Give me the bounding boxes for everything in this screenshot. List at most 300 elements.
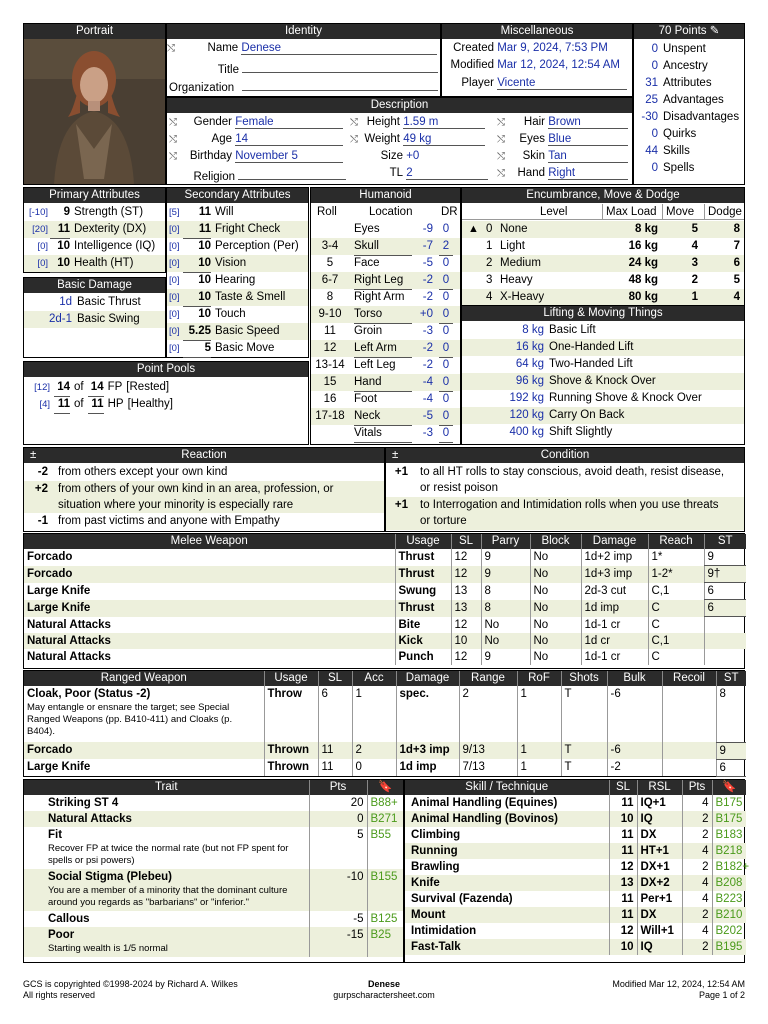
trait-reference[interactable]: B88+: [367, 795, 403, 811]
melee-weapon-row[interactable]: [24, 549, 746, 566]
points-header[interactable]: [634, 24, 744, 39]
ranged-cell: [459, 686, 517, 742]
secondary-attributes-header: Secondary Attributes: [167, 188, 308, 203]
ranged-column-header: Recoil: [662, 671, 716, 686]
melee-weapon-row[interactable]: [24, 617, 746, 633]
ranged-cell: [264, 759, 318, 776]
footer-left: [23, 979, 238, 1001]
encumbrance-header: Encumbrance, Move & Dodge: [462, 188, 744, 203]
primary-attribute-row: [24, 255, 165, 272]
melee-cell: Bite: [395, 617, 451, 633]
ranged-cell-text: Large Knife: [27, 761, 91, 773]
skill-name: Animal Handling (Bovinos): [405, 811, 609, 827]
hit-dr[interactable]: 0: [439, 221, 453, 239]
pool-state: [Rested]: [126, 381, 170, 393]
encumbrance-row[interactable]: [462, 221, 744, 238]
hit-dr[interactable]: 0: [439, 391, 453, 409]
ranged-cell: [517, 759, 561, 776]
hit-dr[interactable]: 2: [439, 238, 453, 256]
melee-cell: Swung: [395, 583, 451, 600]
dodge-header: Dodge: [704, 204, 742, 220]
hit-penalty: -3: [422, 427, 433, 439]
ranged-cell: [459, 759, 517, 776]
hit-location-row: [311, 408, 460, 425]
melee-cell: 9: [481, 566, 530, 583]
lift-weight: 8 kg: [522, 324, 544, 336]
melee-cell: Large Knife: [27, 584, 91, 597]
secondary-attribute-row: [167, 238, 308, 255]
lift-label: One-Handed Lift: [549, 341, 634, 353]
hand-field[interactable]: Right: [548, 167, 628, 180]
reaction-text: from others except your own kind: [58, 466, 228, 478]
hit-location-row: [311, 255, 460, 272]
skill-row[interactable]: [405, 843, 746, 859]
randomize-icon[interactable]: ⤭: [497, 134, 505, 145]
melee-weapon-row[interactable]: [24, 566, 746, 583]
melee-cell: Natural Attacks: [24, 633, 395, 649]
encumbrance-row[interactable]: [462, 255, 744, 272]
ranged-cell-text: Forcado: [27, 744, 73, 756]
hit-location-row: [311, 391, 460, 408]
encumbrance-level-number: 1: [486, 240, 493, 252]
points-label: Skills: [663, 145, 690, 157]
hit-dr[interactable]: 0: [439, 340, 453, 358]
encumbrance-level-name: X-Heavy: [500, 291, 545, 303]
attribute-value[interactable]: 11: [183, 221, 211, 239]
title-field[interactable]: [242, 60, 438, 73]
attribute-label: Will: [215, 206, 234, 218]
ranged-cell: [561, 759, 607, 776]
modified-label: Modified: [450, 59, 494, 71]
trait-points: 0: [309, 811, 367, 827]
trait-cell: [24, 811, 309, 827]
skill-relative-level: HT+1: [637, 843, 682, 859]
skill-relative-level: DX: [637, 907, 682, 923]
ranged-weapon-row[interactable]: [24, 686, 746, 742]
attribute-label: Fright Check: [215, 223, 281, 235]
melee-cell: No: [481, 633, 530, 649]
condition-modifier: +1: [394, 499, 408, 511]
hit-roll: 16: [323, 393, 337, 405]
ranged-cell: [396, 759, 459, 776]
hair-field[interactable]: Brown: [548, 116, 628, 129]
melee-column-header: SL: [451, 534, 481, 549]
ranged-cell: [352, 742, 396, 759]
skill-row[interactable]: [405, 939, 746, 955]
hit-location-row: [311, 238, 460, 255]
ranged-column-header: Range: [459, 671, 517, 686]
melee-cell: C,1: [648, 583, 704, 600]
encumbrance-block: [461, 187, 745, 305]
player-field[interactable]: Vicente: [497, 77, 627, 90]
ranged-cell: [716, 686, 746, 742]
identity-block: [166, 23, 441, 97]
edit-icon[interactable]: ✎: [709, 25, 720, 37]
melee-cell: 1*: [648, 549, 704, 566]
melee-weapon-row[interactable]: [24, 649, 746, 665]
skill-row[interactable]: [405, 923, 746, 939]
hit-roll: 6-7: [321, 274, 339, 286]
skin-label: Skin: [522, 150, 545, 162]
ranged-cell-text: 2: [355, 744, 362, 756]
melee-cell: Natural Attacks: [27, 650, 111, 663]
melee-cell: 12: [451, 549, 481, 566]
ranged-cell-text: spec.: [399, 688, 429, 700]
ranged-cell: [459, 742, 517, 759]
attribute-value[interactable]: 10: [50, 238, 70, 256]
melee-cell: No: [530, 583, 581, 600]
skill-name: Animal Handling (Equines): [411, 797, 558, 809]
ranged-weapons-table: [24, 671, 746, 777]
trait-row[interactable]: [24, 911, 403, 927]
randomize-icon[interactable]: ⤭: [350, 134, 358, 145]
hit-dr[interactable]: 0: [439, 272, 453, 290]
points-value: -30: [641, 111, 658, 123]
ranged-cell-text: Thrown: [267, 761, 310, 773]
randomize-icon[interactable]: ⤭: [167, 43, 175, 54]
encumbrance-level-number: 0: [486, 223, 493, 235]
skill-points: 4: [682, 923, 712, 939]
skill-points: 2: [682, 939, 712, 955]
points-value: 0: [651, 43, 658, 55]
melee-cell: 1d-1 cr: [581, 649, 648, 665]
encumbrance-move: 2: [691, 274, 698, 286]
condition-text-continued: or torture: [420, 515, 467, 527]
skill-name: Climbing: [411, 829, 461, 841]
hit-location-name: Groin: [354, 323, 412, 341]
encumbrance-dodge: 7: [733, 240, 740, 252]
trait-reference[interactable]: B55: [367, 827, 403, 869]
ranged-weapons-block: [23, 670, 745, 777]
attribute-value[interactable]: 9: [50, 204, 70, 222]
skill-relative-level: IQ+1: [637, 795, 682, 811]
encumbrance-level-name: None: [500, 223, 528, 235]
attribute-cost: [0]: [169, 343, 180, 354]
ranged-cell-text: 1d+3 imp: [399, 744, 450, 756]
hit-dr[interactable]: 0: [439, 289, 453, 307]
skill-reference[interactable]: B218: [712, 843, 746, 859]
skill-level: 13: [609, 875, 637, 891]
hit-dr[interactable]: 0: [439, 425, 453, 443]
skill-level: 11: [609, 827, 637, 843]
points-row: [634, 58, 744, 75]
skill-header: Skill / Technique: [405, 780, 609, 795]
skill-row[interactable]: [405, 907, 746, 923]
lifting-row: [462, 339, 744, 356]
tl-field[interactable]: 2: [406, 167, 488, 180]
gender-field[interactable]: Female: [235, 116, 343, 129]
height-field[interactable]: 1.59 m: [403, 116, 485, 129]
skill-name: Running: [405, 843, 609, 859]
melee-weapon-row[interactable]: [24, 583, 746, 600]
melee-cell: C: [648, 649, 704, 665]
ranged-cell-text: 1: [520, 761, 527, 773]
randomize-icon[interactable]: ⤭: [497, 151, 505, 162]
trait-reference[interactable]: B155: [367, 869, 403, 911]
ranged-cell-text: Throw: [267, 688, 302, 700]
point-pools-header: Point Pools: [24, 362, 308, 377]
size-label: Size: [380, 150, 403, 162]
title-label: Title: [217, 64, 239, 76]
age-field[interactable]: 14: [235, 133, 343, 146]
attribute-label: Dexterity (DX): [74, 223, 147, 235]
trait-row[interactable]: [24, 795, 403, 811]
attribute-cost: [0]: [169, 326, 180, 337]
modifier-header: ±: [30, 449, 37, 461]
skill-points: 4: [682, 843, 712, 859]
ranged-cell: [24, 759, 264, 776]
skill-relative-level: IQ: [637, 939, 682, 955]
trait-cell: [24, 827, 309, 869]
hit-location-name: Foot: [354, 391, 412, 409]
points-label: Ancestry: [663, 60, 708, 72]
hit-dr[interactable]: 0: [439, 306, 453, 324]
attribute-cost: [0]: [169, 309, 180, 320]
modifier-header: ±: [392, 449, 399, 461]
weight-field[interactable]: 49 kg: [403, 133, 485, 146]
skill-row[interactable]: [405, 795, 746, 811]
primary-attributes-header: Primary Attributes: [24, 188, 165, 203]
skill-row[interactable]: [405, 827, 746, 843]
attribute-cost: [0]: [169, 292, 180, 303]
skill-reference[interactable]: B208: [712, 875, 746, 891]
reaction-title: Reaction: [181, 449, 227, 461]
encumbrance-row[interactable]: [462, 289, 744, 306]
ranged-weapon-row[interactable]: [24, 759, 746, 776]
skill-points: 4: [682, 891, 712, 907]
condition-text-continued: or resist poison: [420, 482, 498, 494]
hit-dr[interactable]: 0: [439, 408, 453, 426]
damage-value: 1d: [59, 296, 72, 308]
points-value: 0: [651, 162, 658, 174]
trait-row[interactable]: [24, 869, 403, 911]
pool-current[interactable]: 14: [54, 379, 70, 397]
skill-points: 4: [682, 875, 712, 891]
hit-penalty: -2: [422, 291, 433, 303]
tl-label: TL: [389, 167, 403, 179]
ranged-cell: [517, 686, 561, 742]
ranged-column-header: Damage: [396, 671, 459, 686]
lifting-block: [461, 305, 745, 445]
ranged-cell: [318, 759, 352, 776]
trait-points: -10: [309, 869, 367, 911]
trait-reference[interactable]: B271: [367, 811, 403, 827]
hit-location-name: Left Leg: [354, 357, 412, 375]
randomize-icon[interactable]: ⤭: [350, 117, 358, 128]
ranged-cell-text: 0: [355, 761, 362, 773]
encumbrance-level-name: Heavy: [500, 274, 533, 286]
secondary-attribute-row: [167, 323, 308, 340]
created-label: Created: [453, 42, 494, 54]
trait-row[interactable]: [24, 927, 403, 957]
attribute-value[interactable]: 10: [183, 238, 211, 256]
hit-dr[interactable]: 0: [439, 357, 453, 375]
ranged-cell: [396, 686, 459, 742]
height-label: Height: [366, 116, 400, 128]
attribute-value[interactable]: 10: [183, 306, 211, 324]
randomize-icon[interactable]: ⤭: [169, 134, 177, 145]
eyes-field[interactable]: Blue: [548, 133, 628, 146]
skill-row[interactable]: [405, 811, 746, 827]
skill-reference[interactable]: B183: [712, 827, 746, 843]
attribute-value[interactable]: 11: [50, 221, 70, 239]
trait-reference[interactable]: B25: [367, 927, 403, 957]
encumbrance-row[interactable]: [462, 238, 744, 255]
ranged-column-header: Ranged Weapon: [24, 671, 264, 686]
skill-points: 2: [682, 859, 712, 875]
name-field[interactable]: Denese: [241, 42, 437, 55]
points-row: [634, 126, 744, 143]
organization-field[interactable]: [242, 78, 438, 91]
lift-weight: 96 kg: [515, 375, 544, 387]
attribute-value[interactable]: 10: [183, 255, 211, 273]
portrait-image[interactable]: [24, 39, 165, 184]
organization-label: Organization: [169, 82, 235, 94]
skill-row[interactable]: [405, 875, 746, 891]
ranged-cell: [662, 742, 716, 759]
point-pool-row: [24, 396, 308, 413]
pool-cost: [4]: [39, 399, 50, 410]
attribute-value[interactable]: 10: [50, 255, 70, 273]
attribute-value[interactable]: 5: [183, 340, 211, 358]
melee-cell: Punch: [395, 649, 451, 665]
birthday-label: Birthday: [189, 150, 232, 162]
lift-label: Basic Lift: [549, 324, 596, 336]
attribute-value[interactable]: 11: [183, 204, 211, 222]
ranged-weapon-row[interactable]: [24, 742, 746, 759]
skill-points: 2: [682, 811, 712, 827]
ranged-cell-text: 8: [719, 688, 726, 700]
trait-note: You are a member of a minority that the dominant culture around you regards as "barbarians" or "inferior.": [48, 885, 288, 908]
ranged-column-header: SL: [318, 671, 352, 686]
encumbrance-max-load: 80 kg: [628, 291, 658, 303]
attribute-value[interactable]: 10: [183, 289, 211, 307]
melee-cell: 12: [451, 649, 481, 665]
melee-cell: Forcado: [27, 551, 73, 563]
pool-current[interactable]: 11: [54, 396, 70, 414]
randomize-icon[interactable]: ⤭: [169, 117, 177, 128]
randomize-icon[interactable]: ⤭: [169, 151, 177, 162]
melee-cell: 9: [481, 549, 530, 566]
skill-row[interactable]: [405, 891, 746, 907]
melee-column-header: Damage: [581, 534, 648, 549]
attribute-value[interactable]: 5.25: [183, 323, 211, 341]
hit-location-name: Vitals: [354, 425, 412, 443]
skin-field[interactable]: Tan: [548, 150, 628, 163]
copyright-text: GCS is copyrighted ©1998-2024 by Richard A. Wilkes: [23, 979, 238, 989]
encumbrance-dodge: 4: [733, 291, 740, 303]
attribute-value[interactable]: 10: [183, 272, 211, 290]
melee-cell: [704, 617, 746, 633]
randomize-icon[interactable]: ⤭: [497, 168, 505, 179]
hit-location-name: Eyes: [354, 221, 412, 239]
portrait-block: [23, 23, 166, 185]
melee-cell: No: [530, 617, 581, 633]
skill-relative-level: DX+1: [637, 859, 682, 875]
melee-weapon-row[interactable]: [24, 600, 746, 617]
hit-location-row: [311, 357, 460, 374]
condition-row: [386, 464, 744, 497]
primary-attribute-row: [24, 238, 165, 255]
melee-cell: [704, 649, 746, 665]
skills-table: [405, 780, 750, 955]
attribute-label: Taste & Smell: [215, 291, 286, 303]
points-value: 0: [651, 60, 658, 72]
ranged-cell: [318, 742, 352, 759]
skill-reference[interactable]: B223: [712, 891, 746, 907]
hit-dr[interactable]: 0: [439, 374, 453, 392]
skill-relative-level: DX: [637, 827, 682, 843]
trait-name: Striking ST 4: [48, 797, 119, 809]
reaction-text: from others of your own kind in an area, profession, or: [58, 483, 334, 495]
player-label: Player: [461, 77, 494, 89]
points-row: [634, 143, 744, 160]
points-row: [634, 75, 744, 92]
encumbrance-row[interactable]: [462, 272, 744, 289]
ranged-column-header: Bulk: [607, 671, 662, 686]
skill-reference[interactable]: B182+: [712, 859, 746, 875]
skill-reference[interactable]: B175: [712, 811, 746, 827]
secondary-attribute-row: [167, 289, 308, 306]
melee-cell: 1d cr: [581, 633, 648, 649]
footer-right: [612, 979, 745, 1001]
religion-field[interactable]: [238, 167, 346, 180]
hit-dr[interactable]: 0: [439, 323, 453, 341]
trait-row[interactable]: [24, 811, 403, 827]
ranged-cell-text: -6: [610, 688, 621, 700]
traits-block: [23, 779, 404, 963]
hit-dr[interactable]: 0: [439, 255, 453, 273]
roll-header: Roll: [317, 206, 337, 218]
randomize-icon[interactable]: ⤭: [497, 117, 505, 128]
pool-maximum[interactable]: 11: [88, 396, 104, 414]
encumbrance-max-load: 24 kg: [628, 257, 658, 269]
melee-weapon-row[interactable]: [24, 633, 746, 649]
secondary-attribute-row: [167, 255, 308, 272]
points-label: Quirks: [663, 128, 697, 140]
footer-site-link[interactable]: gurpscharactersheet.com: [333, 990, 435, 1000]
skill-reference[interactable]: B175: [712, 795, 746, 811]
skill-level: 11: [609, 795, 637, 811]
page-number: Page 1 of 2: [698, 990, 745, 1000]
lifting-row: [462, 322, 744, 339]
melee-cell: Natural Attacks: [27, 618, 111, 631]
modified-field: Mar 12, 2024, 12:54 AM: [497, 59, 620, 71]
reaction-modifier: -1: [37, 515, 48, 527]
melee-cell: Large Knife: [24, 600, 395, 617]
trait-row[interactable]: [24, 827, 403, 869]
melee-cell: 2d-3 cut: [581, 583, 648, 600]
skill-reference[interactable]: B195: [712, 939, 746, 955]
skill-row[interactable]: [405, 859, 746, 875]
ranged-cell-text: T: [564, 688, 572, 700]
ranged-cell-text: 6: [719, 761, 726, 774]
hit-location-name: Right Leg: [354, 272, 412, 290]
attribute-cost: [0]: [37, 258, 48, 269]
ranged-cell: [607, 742, 662, 759]
trait-reference[interactable]: B125: [367, 911, 403, 927]
ranged-column-header: Shots: [561, 671, 607, 686]
ranged-cell-text: 6: [321, 688, 328, 700]
pool-maximum[interactable]: 14: [88, 379, 104, 397]
melee-cell: 13: [451, 583, 481, 600]
skill-reference[interactable]: B202: [712, 923, 746, 939]
birthday-field[interactable]: November 5: [235, 150, 343, 163]
attribute-cost: [0]: [169, 241, 180, 252]
trait-points-header: Pts: [309, 780, 367, 795]
points-row: [634, 160, 744, 177]
skill-reference[interactable]: B210: [712, 907, 746, 923]
